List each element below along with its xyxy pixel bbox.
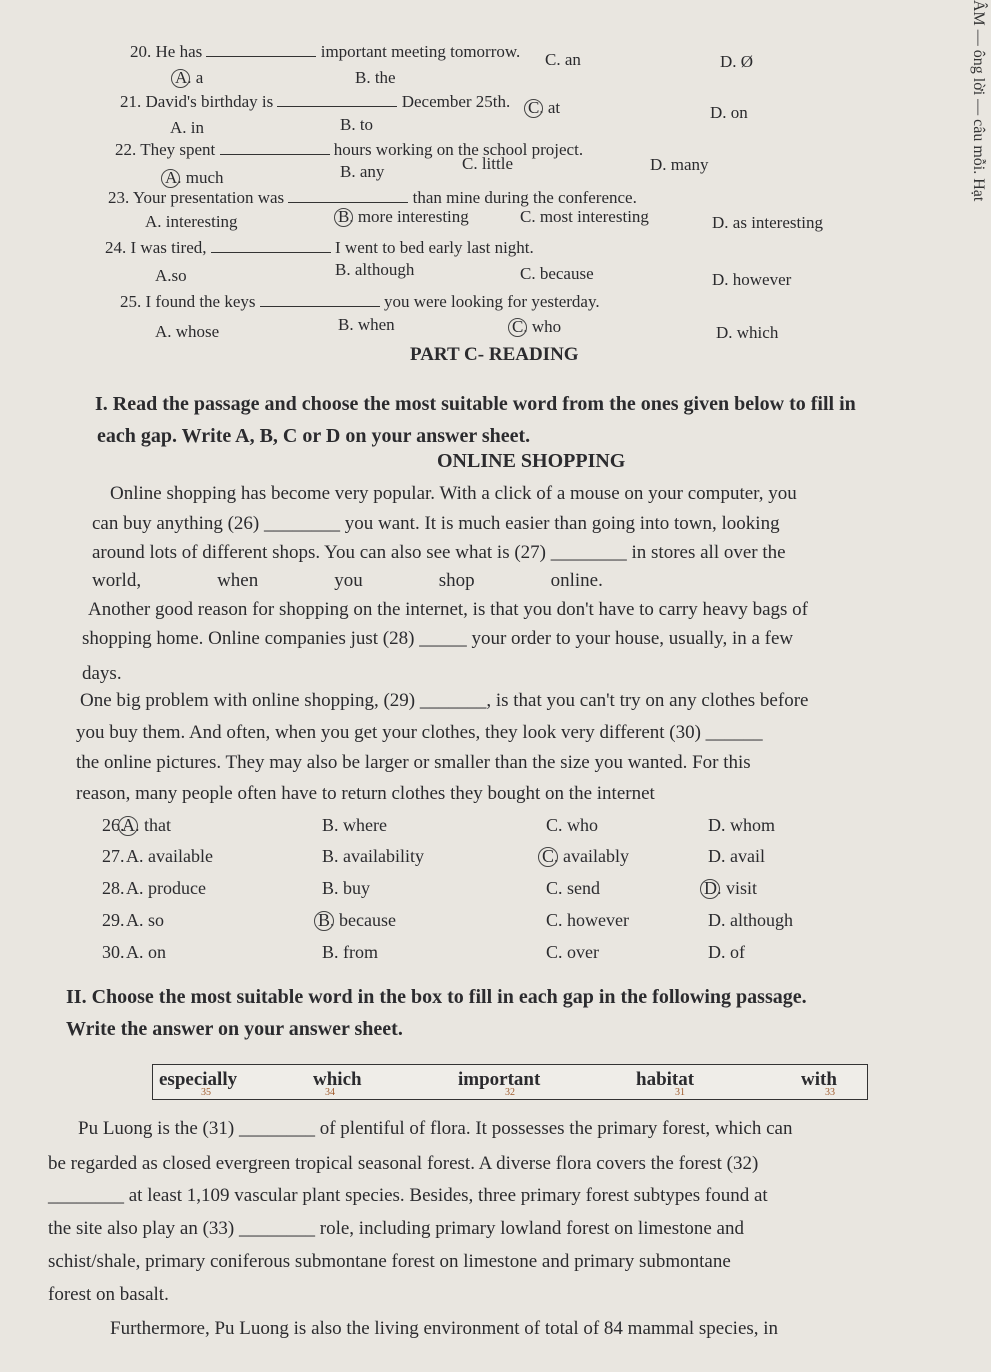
q28-num: 28. bbox=[102, 878, 125, 898]
q29-option-a: A. so bbox=[126, 910, 165, 930]
q20-option-b: B. the bbox=[355, 68, 396, 87]
word-box-note: 31 bbox=[675, 1087, 685, 1098]
passage-line: the online pictures. They may also be larger or smaller than the size you wanted. For this bbox=[76, 752, 751, 773]
q25-option-b: B. when bbox=[338, 315, 395, 334]
passage2-line: ________ at least 1,109 vascular plant species. Besides, three primary forest subtypes found at bbox=[48, 1185, 768, 1206]
q30-option-d: D. of bbox=[708, 942, 745, 962]
passage2-line: forest on basalt. bbox=[48, 1284, 169, 1305]
q27-option-d: D. avail bbox=[708, 846, 765, 866]
word-box-item: habitat bbox=[636, 1069, 695, 1090]
q21-option-c: C. at bbox=[528, 98, 561, 117]
q20-option-c: C. an bbox=[545, 50, 581, 69]
q24-option-d: D. however bbox=[712, 270, 792, 289]
section1-instruction-line2: each gap. Write A, B, C or D on your answer sheet. bbox=[97, 425, 531, 447]
q24-option-b: B. although bbox=[335, 260, 415, 279]
word-box-note: 35 bbox=[201, 1087, 211, 1098]
passage-line: days. bbox=[82, 663, 122, 684]
answer-mark-circle bbox=[171, 69, 190, 88]
word-box-item: with bbox=[801, 1069, 837, 1090]
q24-option-a: A.so bbox=[155, 266, 187, 285]
passage2-line: schist/shale, primary coniferous submontane forest on limestone and primary submontane bbox=[48, 1251, 731, 1272]
q20-option-d: D. Ø bbox=[720, 52, 754, 71]
passage-line: One big problem with online shopping, (29) _______, is that you can't try on any clothes before bbox=[80, 690, 809, 711]
q26-option-d: D. whom bbox=[708, 815, 775, 835]
q28-option-b: B. buy bbox=[322, 878, 371, 898]
answer-mark-circle bbox=[700, 879, 720, 899]
word-box-note: 32 bbox=[505, 1087, 515, 1098]
passage2-line: be regarded as closed evergreen tropical seasonal forest. A diverse flora covers the forest (32) bbox=[48, 1153, 759, 1174]
question-21: 21. David's birthday is December 25th. bbox=[120, 92, 511, 111]
answer-mark-circle bbox=[118, 816, 138, 836]
passage-line: shopping home. Online companies just (28) _____ your order to your house, usually, in a few bbox=[82, 628, 794, 649]
passage-line: can buy anything (26) ________ you want. It is much easier than going into town, looking bbox=[92, 513, 780, 534]
question-24: 24. I was tired, I went to bed early last night. bbox=[105, 238, 534, 257]
answer-mark-circle bbox=[334, 208, 353, 227]
q30-num: 30. bbox=[102, 942, 125, 962]
q23-option-c: C. most interesting bbox=[520, 207, 649, 226]
q29-option-d: D. although bbox=[708, 910, 793, 930]
passage-line: around lots of different shops. You can also see what is (27) ________ in stores all over the bbox=[92, 542, 786, 563]
q26-option-b: B. where bbox=[322, 815, 387, 835]
word-box bbox=[152, 1064, 868, 1100]
q25-option-a: A. whose bbox=[155, 322, 220, 341]
q21-option-d: D. on bbox=[710, 103, 748, 122]
q29-option-c: C. however bbox=[546, 910, 629, 930]
q26-option-a: A. that bbox=[122, 815, 171, 835]
passage-line: Another good reason for shopping on the internet, is that you don't have to carry heavy bags of bbox=[88, 599, 808, 620]
q22-option-b: B. any bbox=[340, 162, 385, 181]
part-c-title: PART C- READING bbox=[410, 344, 579, 365]
q30-option-b: B. from bbox=[322, 942, 378, 962]
answer-mark-circle bbox=[161, 169, 180, 188]
q30-option-c: C. over bbox=[546, 942, 599, 962]
passage2-line: Furthermore, Pu Luong is also the living environment of total of 84 mammal species, in bbox=[110, 1318, 779, 1339]
q21-option-b: B. to bbox=[340, 115, 374, 134]
answer-mark-circle bbox=[314, 911, 334, 931]
passage2-line: Pu Luong is the (31) ________ of plentiful of flora. It possesses the primary forest, which can bbox=[78, 1118, 793, 1139]
word-box-item: which bbox=[313, 1069, 362, 1090]
q29-option-b: B. because bbox=[318, 910, 396, 930]
q22-option-a: A. much bbox=[165, 168, 224, 187]
passage-line: world, when you shop online. bbox=[92, 570, 603, 591]
word-box-item: especially bbox=[159, 1069, 238, 1090]
passage2-line: the site also play an (33) ________ role, including primary lowland forest on limestone and bbox=[48, 1218, 744, 1239]
question-22: 22. They spent hours working on the school project. bbox=[115, 140, 584, 159]
q30-option-a: A. on bbox=[126, 942, 166, 962]
answer-mark-circle bbox=[538, 847, 558, 867]
q27-option-a: A. available bbox=[126, 846, 213, 866]
word-box-note: 34 bbox=[325, 1087, 335, 1098]
answer-mark-circle bbox=[524, 99, 543, 118]
q23-option-b: B. more interesting bbox=[338, 207, 469, 226]
passage-line: Online shopping has become very popular. With a click of a mouse on your computer, you bbox=[110, 483, 797, 504]
question-23: 23. Your presentation was than mine during the conference. bbox=[108, 188, 637, 207]
q22-option-c: C. little bbox=[462, 154, 513, 173]
q23-option-d: D. as interesting bbox=[712, 213, 823, 232]
q27-num: 27. bbox=[102, 846, 125, 866]
q28-option-a: A. produce bbox=[126, 878, 206, 898]
q25-option-d: D. which bbox=[716, 323, 779, 342]
q29-num: 29. bbox=[102, 910, 125, 930]
passage-title: ONLINE SHOPPING bbox=[437, 450, 626, 472]
q20-option-a: A. a bbox=[175, 68, 204, 87]
answer-mark-circle bbox=[508, 318, 527, 337]
q27-option-b: B. availability bbox=[322, 846, 424, 866]
q27-option-c: C. availably bbox=[542, 846, 629, 866]
q26-num: 26. bbox=[102, 815, 125, 835]
q26-option-c: C. who bbox=[546, 815, 599, 835]
q28-option-d: D. visit bbox=[704, 878, 758, 898]
word-box-item: important bbox=[458, 1069, 541, 1090]
question-25: 25. I found the keys you were looking for yesterday. bbox=[120, 292, 600, 311]
section2-instruction-line1: II. Choose the most suitable word in the box to fill in each gap in the following passage. bbox=[66, 986, 807, 1008]
q21-option-a: A. in bbox=[170, 118, 204, 137]
section1-instruction-line1: I. Read the passage and choose the most suitable word from the ones given below to fill in bbox=[95, 393, 856, 415]
word-box-note: 33 bbox=[825, 1087, 835, 1098]
q23-option-a: A. interesting bbox=[145, 212, 238, 231]
section2-instruction-line2: Write the answer on your answer sheet. bbox=[66, 1018, 403, 1040]
q22-option-d: D. many bbox=[650, 155, 709, 174]
margin-note: ÂM — ông lời — câu mỗi. Hạt bbox=[970, 0, 987, 202]
q28-option-c: C. send bbox=[546, 878, 600, 898]
question-20: 20. He has important meeting tomorrow. bbox=[130, 42, 521, 61]
passage-line: you buy them. And often, when you get your clothes, they look very different (30) ______ bbox=[76, 722, 763, 743]
q24-option-c: C. because bbox=[520, 264, 594, 283]
passage-line: reason, many people often have to return clothes they bought on the internet bbox=[76, 783, 655, 804]
q25-option-c: C. who bbox=[512, 317, 562, 336]
